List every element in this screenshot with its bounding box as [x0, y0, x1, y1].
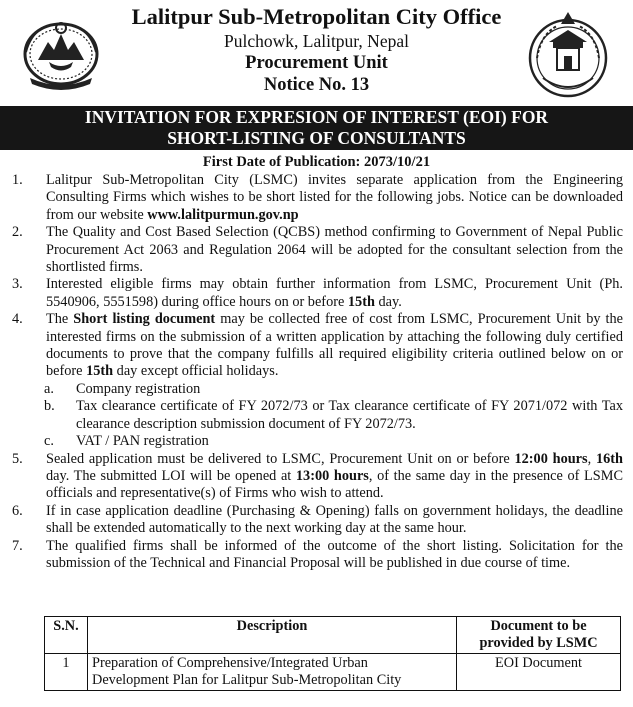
publication-date: First Date of Publication: 2073/10/21 [202, 154, 431, 170]
table-row [45, 654, 621, 691]
sub-item-letter: a. [44, 380, 54, 397]
office-address: Pulchowk, Lalitpur, Nepal [224, 31, 409, 51]
header-text [110, 4, 523, 96]
item-emphasis: 13:00 hours [295, 467, 369, 484]
item-text: , of the same day in the presence of LSMC officials and representative(s) of Firms who wish to attend. [46, 467, 623, 502]
sub-item-letter: b. [44, 398, 55, 415]
office-name: Lalitpur Sub-Metropolitan City Office [131, 4, 502, 29]
header-document-line-1: Document to be [490, 618, 587, 634]
eoi-banner [0, 106, 633, 150]
header-document-line-2: provided by LSMC [479, 635, 598, 651]
sub-item-letter: c. [44, 433, 54, 450]
item-emphasis: 15th [86, 363, 114, 380]
item-text: may be collected free of cost from LSMC, Procurement Unit by the interested firms on the submission of a written application by attaching the following duly certified documents to prove that the company fulfills all required eligibility criteria outlined below on or before [46, 311, 623, 380]
jobs-table [44, 616, 621, 691]
item-number: 6. [12, 502, 23, 519]
sub-item-text: Company registration [76, 380, 201, 397]
cell-document: EOI Document [457, 654, 621, 691]
item-number: 1. [12, 172, 23, 188]
city-logo-icon [523, 6, 613, 102]
item-emphasis: Short listing document [73, 311, 216, 328]
header-document [457, 617, 621, 654]
item-text: Lalitpur Sub-Metropolitan City (LSMC) invites separate application from the Engineering Consulting Firms which wishes to be short listed for the following jobs. Notice can be downloaded from our website [46, 172, 623, 223]
notice-body [0, 172, 633, 572]
table-header-row [45, 617, 621, 654]
item-number: 2. [12, 224, 23, 241]
item-text: Interested eligible firms may obtain further information from LSMC, Procurement Unit (Ph. 5540906, 5551598) during office hours on or before [46, 276, 623, 310]
sub-item [0, 381, 633, 398]
item-number: 7. [12, 537, 23, 554]
item-text: , [587, 450, 596, 467]
nepal-emblem-icon [20, 12, 102, 90]
unit-name: Procurement Unit [245, 53, 388, 73]
item-text: day except official holidays. [113, 363, 279, 380]
cell-description [88, 654, 457, 691]
sub-item-text: VAT / PAN registration [76, 433, 209, 450]
notice-number: Notice No. 13 [263, 75, 370, 95]
website-link: www.lalitpurmun.gov.np [147, 206, 299, 223]
item-number: 4. [12, 311, 23, 328]
sub-item [0, 398, 633, 433]
item-text: day. The submitted LOI will be opened at [46, 467, 296, 484]
header-sn: S.N. [45, 617, 88, 654]
list-item [0, 451, 633, 503]
item-text: The [46, 311, 74, 328]
item-emphasis: 16th [595, 450, 623, 467]
cell-description-line-2: Development Plan for Lalitpur Sub-Metropolitan City [92, 672, 402, 688]
cell-description-line-1: Preparation of Comprehensive/Integrated Urban [92, 655, 368, 671]
item-number: 5. [12, 450, 23, 467]
list-item [0, 224, 633, 276]
banner-line-2: SHORT-LISTING OF CONSULTANTS [167, 128, 466, 148]
sub-item-text: Tax clearance certificate of FY 2072/73 or Tax clearance certificate of FY 2071/072 with Tax clearance description submission document of FY 2072/73. [76, 398, 623, 432]
item-number: 3. [12, 276, 23, 293]
sub-item [0, 433, 633, 450]
cell-sn: 1 [45, 654, 88, 691]
list-item [0, 503, 633, 538]
item-text: day. [374, 293, 402, 310]
item-text: The qualified firms shall be informed of the outcome of the short listing. Solicitation for the submission of the Technical and Financial Proposal will be published in due course of time. [46, 537, 623, 571]
list-item [0, 538, 633, 573]
list-item [0, 172, 633, 224]
notice-header [0, 0, 633, 108]
item-emphasis: 12:00 hours [514, 450, 588, 467]
item-text: If in case application deadline (Purchasing & Opening) falls on government holidays, the deadline shall be extended automatically to the next working day at the same hour. [46, 502, 623, 537]
list-item [0, 311, 633, 381]
item-emphasis: 15th [347, 293, 375, 310]
list-item [0, 276, 633, 311]
item-text: Sealed application must be delivered to LSMC, Procurement Unit on or before [46, 450, 515, 467]
header-description: Description [88, 617, 457, 654]
banner-line-1: INVITATION FOR EXPRESION OF INTEREST (EOI) FOR [84, 107, 549, 127]
item-text: The Quality and Cost Based Selection (QCBS) method confirming to Government of Nepal Public Procurement Act 2063 and Regulation 2064 will be adopted for the consultant selection from the shortlisted firms. [46, 224, 623, 276]
